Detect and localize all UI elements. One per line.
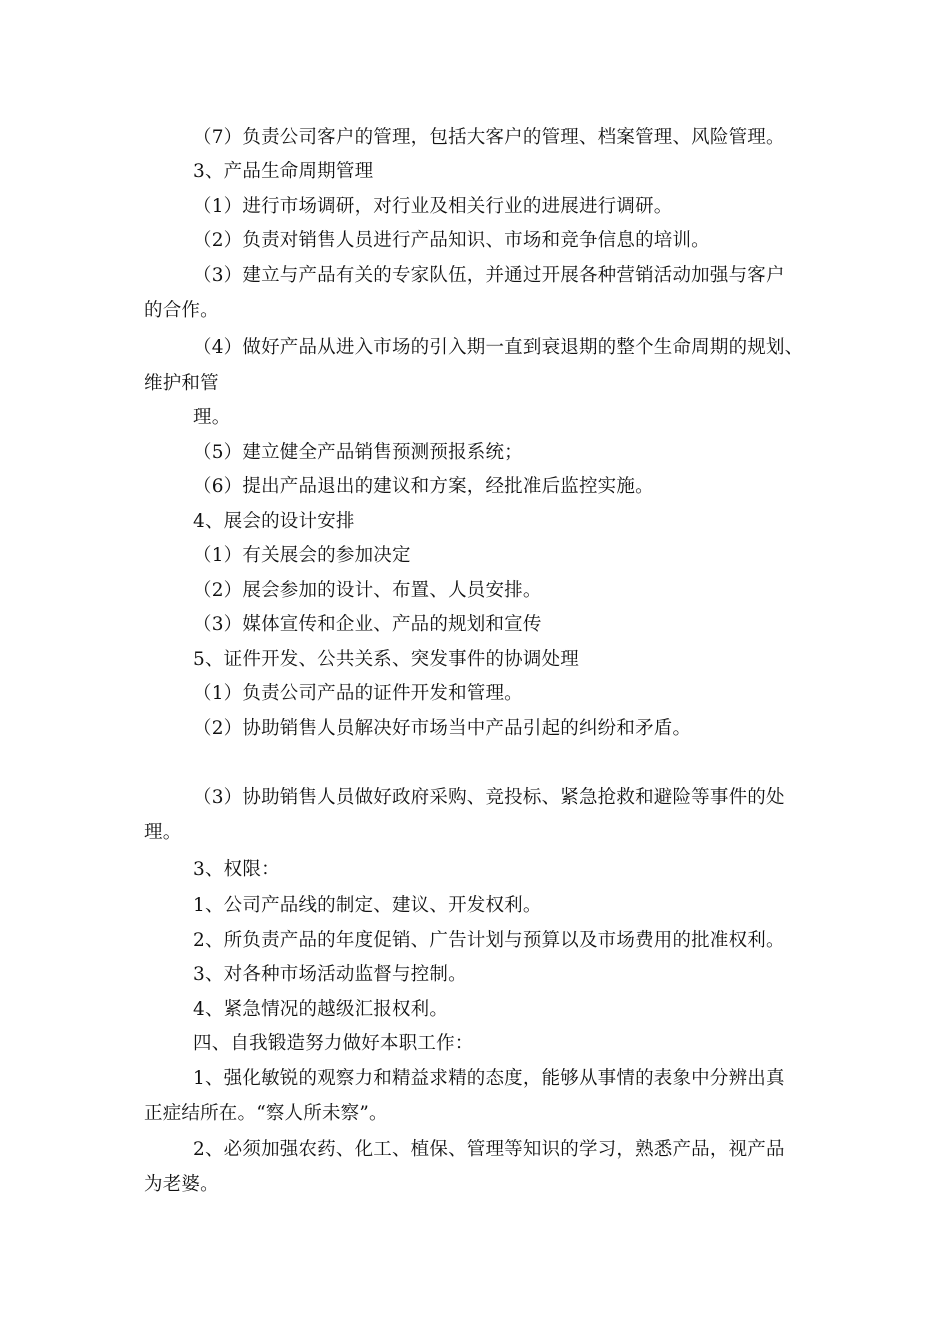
text-line: （2）展会参加的设计、布置、人员安排。 <box>193 580 542 601</box>
section-heading: 4、展会的设计安排 <box>193 511 355 532</box>
text-line: （3）媒体宣传和企业、产品的规划和宣传 <box>193 614 542 635</box>
text-line: 1、公司产品线的制定、建议、开发权利。 <box>193 895 542 916</box>
text-line: 2、必须加强农药、化工、植保、管理等知识的学习，熟悉产品，视产品 <box>193 1139 785 1160</box>
text-line: 3、对各种市场活动监督与控制。 <box>193 964 467 985</box>
text-line: 为老婆。 <box>144 1174 219 1195</box>
text-line: （6）提出产品退出的建议和方案，经批准后监控实施。 <box>193 476 654 497</box>
text-line: 1、强化敏锐的观察力和精益求精的态度，能够从事情的表象中分辨出真 <box>193 1068 785 1089</box>
text-line: 理。 <box>193 407 231 428</box>
text-line: （1）有关展会的参加决定 <box>193 545 411 566</box>
text-line: （1）进行市场调研，对行业及相关行业的进展进行调研。 <box>193 196 673 217</box>
text-line: （1）负责公司产品的证件开发和管理。 <box>193 683 523 704</box>
text-line: （7）负责公司客户的管理，包括大客户的管理、档案管理、风险管理。 <box>193 127 785 148</box>
section-heading: 5、证件开发、公共关系、突发事件的协调处理 <box>193 649 579 670</box>
text-line: 的合作。 <box>144 300 219 321</box>
section-heading: 3、权限： <box>193 859 280 880</box>
section-heading: 四、自我锻造努力做好本职工作： <box>193 1033 474 1054</box>
text-line: （2）协助销售人员解决好市场当中产品引起的纠纷和矛盾。 <box>193 718 692 739</box>
text-line: 理。 <box>144 822 182 843</box>
text-line: （5）建立健全产品销售预测预报系统； <box>193 442 523 463</box>
text-line: （4）做好产品从进入市场的引入期一直到衰退期的整个生命周期的规划、 <box>193 337 804 358</box>
section-heading: 3、产品生命周期管理 <box>193 161 374 182</box>
text-line: （3）协助销售人员做好政府采购、竞投标、紧急抢救和避险等事件的处 <box>193 787 785 808</box>
text-line: 4、紧急情况的越级汇报权利。 <box>193 999 449 1020</box>
text-line: （2）负责对销售人员进行产品知识、市场和竞争信息的培训。 <box>193 230 710 251</box>
text-line: （3）建立与产品有关的专家队伍，并通过开展各种营销活动加强与客户 <box>193 265 785 286</box>
text-line: 2、所负责产品的年度促销、广告计划与预算以及市场费用的批准权利。 <box>193 930 785 951</box>
text-line: 维护和管 <box>144 373 219 394</box>
text-line: 正症结所在。“察人所未察”。 <box>144 1103 388 1124</box>
